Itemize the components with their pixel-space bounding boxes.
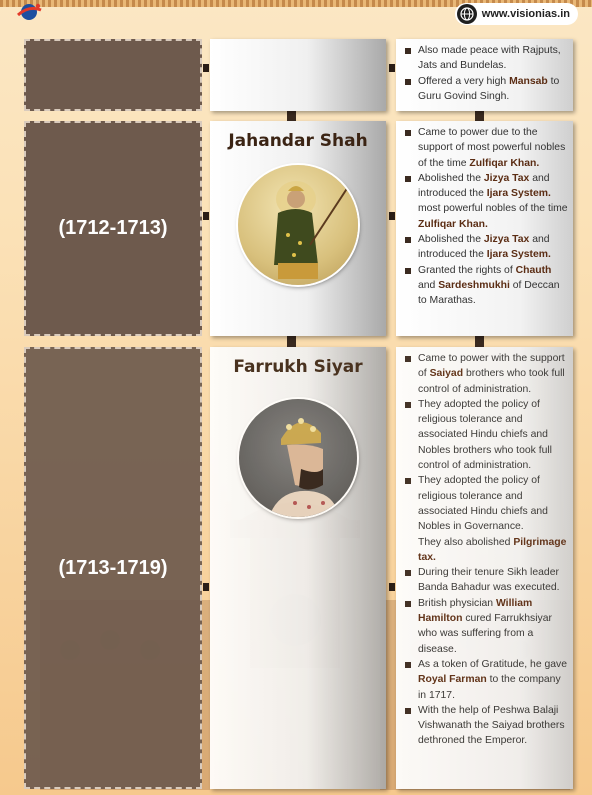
- fact-text: and introduced the: [418, 234, 550, 261]
- fact-text: Came to power due to the support of most powerful nobles of the time: [418, 127, 566, 169]
- fact-item: [402, 171, 568, 232]
- fact-text: Abolished the: [418, 172, 484, 184]
- timeline-dot: [389, 212, 395, 220]
- timeline-connector: [287, 335, 296, 347]
- fact-text: They adopted the policy of religious tolerance and associated Hindu chiefs and Nobles brothers who took full control of administration.: [418, 398, 552, 472]
- fact-text: British physician: [418, 597, 496, 609]
- period-box: [24, 121, 202, 336]
- ruler-portrait: [238, 165, 358, 285]
- highlight-term: Chauth: [515, 264, 552, 276]
- facts-list: [402, 43, 568, 104]
- fact-item: [402, 703, 568, 749]
- facts-panel: [396, 39, 573, 111]
- fact-text: most powerful nobles of the time: [418, 203, 568, 215]
- highlight-term: Mansab: [509, 75, 548, 87]
- timeline-dot: [389, 64, 395, 72]
- highlight-term: Ijara System.: [486, 188, 551, 200]
- highlight-term: Ijara System.: [486, 249, 551, 261]
- highlight-term: Zulfiqar Khan.: [469, 157, 540, 169]
- fact-text: cured Farrukhsiyar who was suffering from a disease.: [418, 613, 552, 655]
- fact-item: [402, 596, 568, 657]
- fact-item: [402, 43, 568, 74]
- fact-text: brothers who took full control of administration.: [418, 368, 565, 395]
- globe-icon: [457, 4, 477, 24]
- fact-text: and: [418, 279, 439, 291]
- highlight-term: Sardeshmukhi: [438, 279, 510, 291]
- facts-panel: [396, 347, 573, 789]
- fact-item: [402, 535, 568, 566]
- timeline-dot: [389, 583, 395, 591]
- highlight-term: Pilgrimage tax.: [418, 536, 567, 563]
- vision-ias-logo: [14, 1, 44, 23]
- fact-item: [402, 351, 568, 397]
- fact-item: [402, 263, 568, 309]
- fact-text: They adopted the policy of religious tolerance and associated Hindu chiefs and Nobles in Governance.: [418, 475, 548, 533]
- website-link[interactable]: [455, 3, 578, 25]
- ruler-panel: [210, 121, 386, 336]
- fact-text: and introduced the: [418, 172, 550, 200]
- facts-panel: [396, 121, 573, 336]
- fact-item: [402, 565, 568, 596]
- highlight-term: Jizya Tax: [483, 172, 530, 184]
- timeline-dot: [203, 64, 209, 72]
- highlight-term: William Hamilton: [418, 597, 533, 625]
- highlight-term: Saiyad: [429, 368, 464, 380]
- timeline-connector: [475, 335, 484, 347]
- farrukh-siyar-figure: [239, 399, 357, 517]
- period-box: [24, 347, 202, 789]
- fact-text: As a token of Gratitude, he gave: [418, 658, 568, 670]
- fact-item: [402, 397, 568, 473]
- jahandar-shah-figure: [238, 165, 358, 285]
- highlight-term: Jizya Tax: [483, 234, 530, 246]
- fact-item: [402, 473, 568, 534]
- facts-list: [402, 351, 568, 749]
- fact-text: Granted the rights of: [418, 264, 516, 276]
- ruler-portrait: [239, 399, 357, 517]
- website-url: www.visionias.in: [481, 8, 570, 20]
- fact-text: With the help of Peshwa Balaji Vishwanath the Saiyad brothers dethroned the Emperor.: [418, 704, 565, 747]
- fact-text: Abolished the: [418, 234, 484, 246]
- fact-text: Came to power with the support of: [418, 353, 565, 380]
- fact-item: [402, 74, 568, 105]
- period-label: (1713-1719): [58, 556, 168, 579]
- fact-text: During their tenure Sikh leader Banda Bahadur was executed.: [418, 567, 560, 594]
- fact-text: Also made peace with Rajputs, Jats and Bundelas.: [418, 45, 561, 72]
- ruler-name: Jahandar Shah: [228, 131, 368, 151]
- ruler-panel: [210, 39, 386, 111]
- period-label: (1712-1713): [58, 217, 168, 239]
- top-bar: [0, 0, 592, 28]
- fact-text: to Guru Govind Singh.: [418, 75, 560, 102]
- timeline-dot: [203, 583, 209, 591]
- fact-text: They also abolished: [418, 536, 514, 548]
- ruler-name: Farrukh Siyar: [233, 357, 363, 377]
- period-box: [24, 39, 202, 111]
- facts-list: [402, 125, 568, 309]
- fact-text: to the company in 1717.: [418, 674, 561, 701]
- highlight-term: Zulfiqar Khan.: [418, 218, 488, 230]
- fact-item: [402, 125, 568, 171]
- fact-item: [402, 657, 568, 703]
- fact-text: Offered a very high: [418, 75, 510, 87]
- fact-text: of Deccan to Marathas.: [418, 279, 560, 307]
- timeline-dot: [203, 212, 209, 220]
- ruler-panel: [210, 347, 386, 789]
- highlight-term: Royal Farman: [418, 674, 487, 686]
- fact-item: [402, 232, 568, 263]
